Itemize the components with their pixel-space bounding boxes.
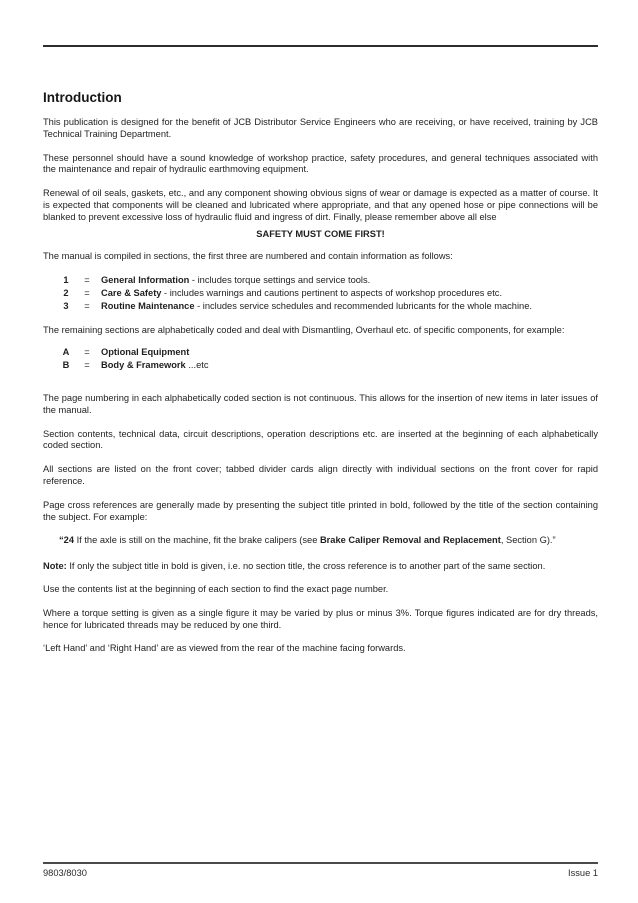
list-item: [59, 359, 598, 372]
paragraph-torque-setting: Where a torque setting is given as a single figure it may be varied by plus or minus 3%. Torque figures indicated are for dry threads, hence for lubricated threads may be reduced by one third.: [43, 607, 598, 630]
section-text: [101, 346, 598, 359]
paragraph-cross-references: Page cross references are generally made by presenting the subject title printed in bold, followed by the title of the section containing the subject. For example:: [43, 499, 598, 522]
section-key: 2: [63, 288, 69, 299]
section-label: General Information: [101, 275, 190, 286]
paragraph-left-right-hand: ‘Left Hand’ and ‘Right Hand’ are as viewed from the rear of the machine facing forwards.: [43, 643, 406, 654]
equals-sign: =: [84, 359, 90, 370]
list-item: [59, 346, 598, 359]
quote-mid: If the axle is still on the machine, fit the brake calipers (see: [74, 535, 320, 546]
footer-rule: [43, 862, 598, 864]
section-key: B: [62, 359, 70, 370]
quote-end: , Section G).”: [500, 535, 556, 546]
paragraph-intro-2: These personnel should have a sound knowledge of workshop practice, safety procedures, and general techniques associated with the maintenance and repair of hydraulic earthmoving equipment.: [43, 152, 598, 175]
paragraph-contents-list: Use the contents list at the beginning of each section to find the exact page number.: [43, 583, 389, 594]
safety-banner: SAFETY MUST COME FIRST!: [256, 228, 385, 239]
issue-number: Issue 1: [568, 868, 598, 878]
section-desc: - includes warnings and cautions pertinent to aspects of workshop procedures etc.: [161, 288, 503, 299]
equals-sign: =: [84, 346, 90, 357]
section-desc: - includes service schedules and recommended lubricants for the whole machine.: [194, 301, 532, 312]
section-text: [101, 287, 598, 300]
publication-number: 9803/8030: [43, 868, 87, 878]
section-label: Optional Equipment: [101, 346, 190, 357]
paragraph-intro-3: Renewal of oil seals, gaskets, etc., and any component showing obvious signs of wear or damage is expected as a matter of course. It is expected that components will be cleaned and lubricated where appropriate, and that any opened hose or pipe connections will be blanked to prevent excessive loss of hydraulic fluid and ingress of dirt. Finally, please remember above all else: [43, 188, 598, 222]
list-item: [59, 287, 598, 300]
paragraph-sections-intro: The manual is compiled in sections, the first three are numbered and contain information as follows:: [43, 251, 453, 262]
paragraph-page-numbering: The page numbering in each alphabetically coded section is not continuous. This allows for the insertion of new items in later issues of the manual.: [43, 392, 598, 415]
page-title: Introduction: [43, 90, 122, 105]
example-quote: [43, 535, 598, 547]
quote-bold-reference: Brake Caliper Removal and Replacement: [319, 535, 501, 546]
note-label: Note:: [43, 561, 67, 572]
section-desc: ...etc: [185, 359, 209, 370]
list-item: [59, 274, 598, 287]
numbered-section-list: [43, 274, 598, 313]
note-text: If only the subject title in bold is given, i.e. no section title, the cross reference is to another part of the same section.: [66, 561, 546, 572]
section-label: Routine Maintenance: [101, 301, 195, 312]
equals-sign: =: [84, 288, 90, 299]
page-footer: [43, 868, 598, 878]
top-rule: [43, 45, 598, 47]
section-key: 3: [63, 301, 69, 312]
section-desc: - includes torque settings and service tools.: [189, 275, 371, 286]
quote-open-number: “24: [59, 535, 74, 546]
paragraph-front-cover: All sections are listed on the front cover; tabbed divider cards align directly with individual sections on the front cover for rapid reference.: [43, 464, 598, 486]
lettered-section-list: [43, 346, 598, 372]
section-text: [101, 274, 598, 287]
section-text: [101, 300, 598, 313]
section-text: [101, 359, 598, 372]
paragraph-section-contents: Section contents, technical data, circuit descriptions, operation descriptions etc. are inserted at the beginning of each alphabetically coded section.: [43, 428, 598, 451]
section-label: Care & Safety: [101, 288, 162, 299]
note-paragraph: [43, 561, 598, 573]
section-label: Body & Framework: [101, 359, 186, 370]
section-key: A: [62, 346, 70, 357]
section-key: 1: [63, 275, 69, 286]
paragraph-intro-1: This publication is designed for the benefit of JCB Distributor Service Engineers who are receiving, or have received, training by JCB Technical Training Department.: [43, 117, 598, 139]
equals-sign: =: [84, 301, 90, 312]
page-content: [43, 90, 598, 667]
equals-sign: =: [84, 275, 90, 286]
paragraph-lettered-intro: The remaining sections are alphabetically coded and deal with Dismantling, Overhaul etc. of specific components, for example:: [43, 325, 565, 336]
list-item: [59, 300, 598, 313]
